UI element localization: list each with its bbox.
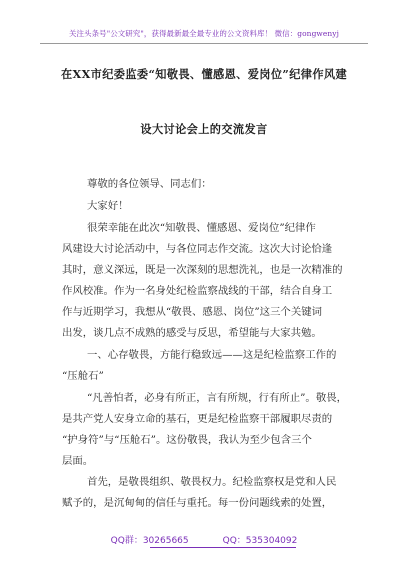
paragraph-line: 赋予的，是沉甸甸的信任与重托。每一份问题线索的处置， <box>62 497 333 509</box>
paragraph-line: “凡善怕者，必身有所正，言有所规，行有所止”。敬畏， <box>87 392 347 404</box>
header-note: 关注头条号"公文研究"，获得最新最全最专业的公文资料库！ 微信：gongwenyj <box>68 29 340 38</box>
header-divider <box>40 43 368 44</box>
paragraph-line: “护身符”与“压舱石”。这份敬畏，我认为至少包含三个 <box>62 434 312 446</box>
section-heading-line: “压舱石” <box>62 370 104 382</box>
paragraph-line: 其时，意义深远，既是一次深刻的思想洗礼，也是一次精准的 <box>62 264 343 276</box>
footer-qq-group: QQ群：30265665 <box>110 536 189 546</box>
paragraph-line: 风建设大讨论活动中，与各位同志作交流。这次大讨论恰逢 <box>62 243 333 255</box>
paragraph-line: 是共产党人安身立命的基石，更是纪检监察干部履职尽责的 <box>62 413 333 425</box>
footer-contact <box>0 533 408 546</box>
document-title-line-1: 在XX市纪委监委“知敬畏、懂感恩、爱岗位”纪律作风建 <box>60 67 348 81</box>
document-title-line-2: 设大讨论会上的交流发言 <box>140 122 268 136</box>
paragraph-line: 作风校准。作为一名身处纪检监察战线的干部，结合自身工 <box>62 285 333 297</box>
paragraph-line: 很荣幸能在此次“知敬畏、懂感恩、爱岗位”纪律作 <box>87 222 316 234</box>
paragraph-line: 作与近期学习，我想从“敬畏、感恩、岗位”这三个关键词 <box>62 306 322 318</box>
greeting: 大家好！ <box>87 200 129 212</box>
paragraph-line: 首先，是敬畏组织、敬畏权力。纪检监察权是党和人民 <box>87 476 337 488</box>
paragraph-line: 层面。 <box>62 455 94 467</box>
salutation: 尊敬的各位领导、同志们： <box>87 178 212 190</box>
section-heading-line: 一、心存敬畏，方能行稳致远——这是纪检监察工作的 <box>87 349 337 361</box>
footer-underline <box>150 547 296 548</box>
footer-qq: QQ：535304092 <box>222 536 298 546</box>
paragraph-line: 出发，谈几点不成熟的感受与反思，希望能与大家共勉。 <box>62 327 322 339</box>
